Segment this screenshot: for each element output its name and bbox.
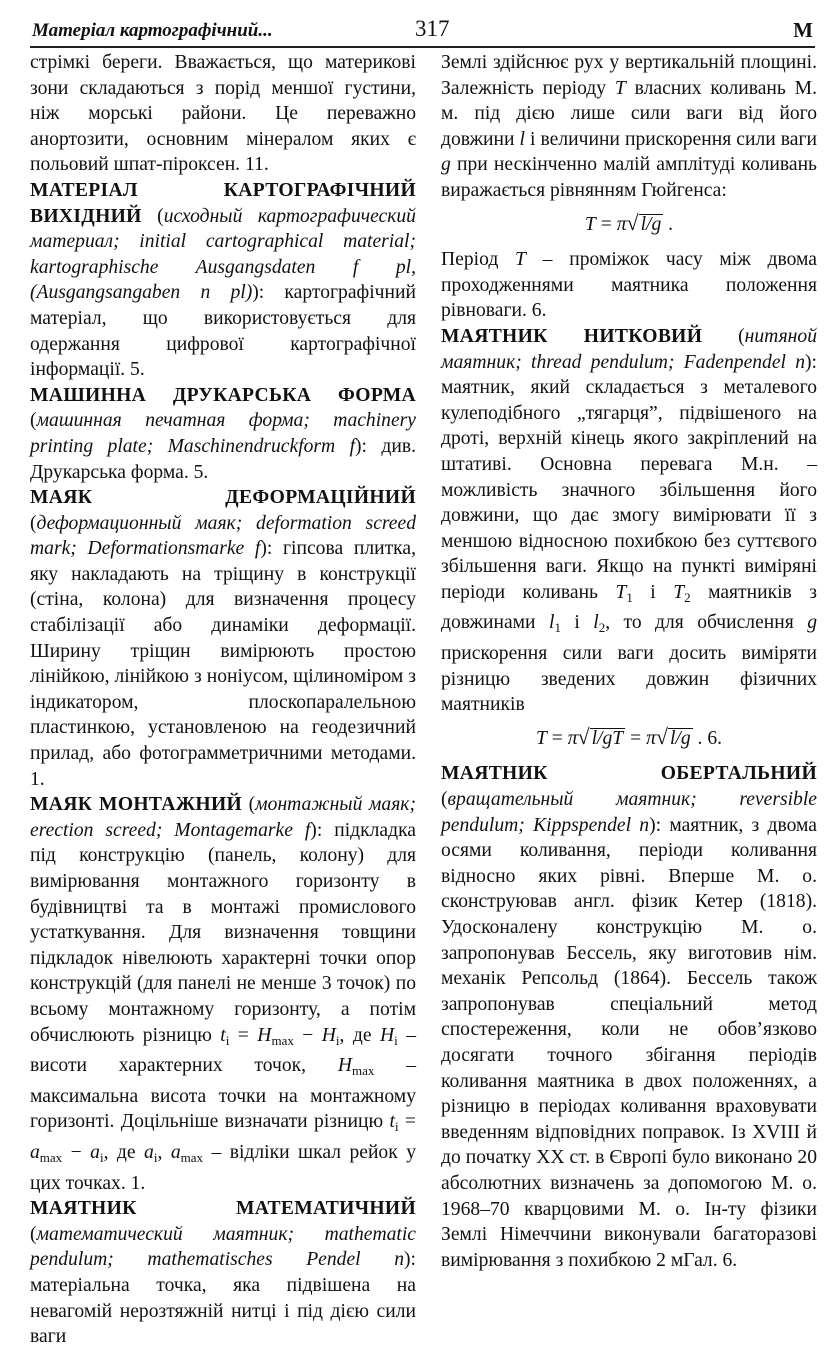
subscript: 2 xyxy=(598,620,606,636)
headword: МАЯК МОНТАЖНИЙ xyxy=(30,794,243,816)
dictionary-entry xyxy=(441,247,817,324)
text: і xyxy=(560,612,594,634)
text: Землі здійснює рух у вертикальній площині. Залежність періоду xyxy=(441,52,817,99)
italic-text: a xyxy=(30,1141,40,1163)
text: ( xyxy=(30,410,37,432)
italic-text: монтажный маяк; erection screed; Montagemarke f xyxy=(30,794,416,841)
text: , то для обчислення xyxy=(605,612,808,634)
formula xyxy=(441,210,817,238)
square-root xyxy=(655,723,693,749)
italic-text: a xyxy=(90,1141,100,1163)
italic-text: a xyxy=(144,1141,154,1163)
text: ): картографічний матеріал, що використовується для одержання цифрової картографічної інформації. 5. xyxy=(30,282,416,381)
square-root xyxy=(577,723,626,749)
italic-text: T xyxy=(614,77,626,99)
text: = xyxy=(595,213,617,235)
text: – висоти характерних точок, xyxy=(30,1024,416,1077)
formula xyxy=(441,724,817,752)
italic-text: T xyxy=(515,249,526,271)
italic-text: вращательный маятник; reversible pendulum; Kippspendel n xyxy=(441,789,817,836)
radicand: l/g xyxy=(669,727,691,749)
text: Період xyxy=(441,249,516,271)
text: = xyxy=(229,1024,258,1046)
text: ( xyxy=(441,789,448,811)
text: = xyxy=(625,727,647,749)
text: – проміжок часу між двома проходженнями маятника положення рівноваги. 6. xyxy=(441,249,817,322)
italic-text: π xyxy=(567,727,578,749)
right-column xyxy=(441,50,817,1273)
italic-text: T xyxy=(535,727,547,749)
subscript: i xyxy=(394,1032,398,1048)
dictionary-entry xyxy=(30,1196,416,1350)
subscript: 1 xyxy=(626,589,633,605)
running-title: Матеріал картографічний... xyxy=(32,20,273,41)
headword: МАЯК ДЕФОРМАЦІЙНИЙ xyxy=(30,487,416,509)
subscript: i xyxy=(153,1149,158,1165)
text: ( xyxy=(30,1223,37,1245)
text: ): гіпсова плитка, яку накладають на тріщину в конструкції (стіна, колона) для визначення процесу стабілізації або динаміки деформації. Ширину тріщин вимірюють простою лінійкою, лінійкою з ноніусом, щілиноміром з індикатором, плоскопаралельною пластинкою, установленою на геодезичний прилад, або фотограмметричними методами. 1. xyxy=(30,538,416,790)
italic-text: исходный картографический материал; initial cartographical material; kartographische Ausgangsdaten f pl, (Ausgangsangaben n pl) xyxy=(30,205,416,304)
italic-text: H xyxy=(321,1024,336,1046)
italic-text: a xyxy=(170,1141,181,1163)
text: прискорення сили ваги досить виміряти різницю зведених довжин фізичних маятників xyxy=(441,643,817,716)
italic-text: g xyxy=(807,612,817,634)
italic-text: T xyxy=(615,581,627,603)
italic-text: t xyxy=(220,1024,226,1046)
italic-text: нитяной маятник; thread pendulum; Fadenpendel n xyxy=(441,325,817,373)
subscript: 1 xyxy=(554,620,561,636)
text: стрімкі береги. Вважається, що материкові зони складаються з порід меншої густини, ніж морські райони. Це переважно анортозити, основним мінералом яких є польовий шпат-піроксен. 11. xyxy=(30,52,416,176)
text: = xyxy=(398,1111,416,1133)
text: при нескінченно малій амплітуді коливань виражається рівнянням Гюйгенса: xyxy=(441,154,817,201)
text: і xyxy=(632,581,674,603)
text: ): маятник, який складається з металевого кулеподібного „тягарця”, підвішеного на дроті, верхній кінець якого закріплений на штативі. Основна перевага М.н. – можливість значного збільшення його довжини, що дає змогу вимірювати її з меншою відносною похибкою без суттєвого збільшення ваги. Якщо на пункті виміряні періоди коливань xyxy=(441,351,817,603)
text: ( xyxy=(141,205,164,227)
text: . xyxy=(663,213,674,235)
subscript: i xyxy=(335,1032,340,1048)
text: ): див. Друкарська форма. 5. xyxy=(30,435,416,483)
text: − xyxy=(62,1141,91,1163)
radical-sign-icon: √ xyxy=(655,723,668,749)
italic-text: g xyxy=(441,154,451,176)
headword: МАЯТНИК НИТКОВИЙ xyxy=(441,325,703,347)
italic-text: π xyxy=(616,213,627,235)
radical-sign-icon: √ xyxy=(626,209,639,235)
section-letter: М xyxy=(793,18,813,42)
page-header xyxy=(30,16,815,48)
text: , xyxy=(157,1141,171,1163)
text: ( xyxy=(702,325,745,347)
italic-text: машинная печатная форма; machinery printing plate; Maschinendruckform f xyxy=(30,410,416,457)
italic-text: T xyxy=(584,213,596,235)
subscript: i xyxy=(394,1119,399,1135)
headword: МАТЕРІАЛ КАРТОГРАФІЧНИЙ ВИХІДНИЙ xyxy=(30,179,416,227)
italic-text: H xyxy=(379,1024,395,1046)
text: ): маятник, з двома осями коливання, періоди коливання відносно яких рівні. Вперше М. о. сконструював англ. фізик Кетер (1818). Удосконалену конструкцію М. о. запропонував Бессель, яку виготовив нім. механік Репсольд (1864). Бессель також запропонував спеціальний метод спостереження, коли не обов’язково досягати точного збігання періодів коливання маятника в двох положеннях, а різницю в періодах коливання враховувати введенням відповідних поправок. Із XVIII й до початку XX ст. в Європі було виконано 20 абсолютних визначень за допомогою М. о. 1968–70 кварцовими М. о. Ін-ту фізики Землі Німеччини виконували багаторазові вимірювання з похибкою 2 мГал. 6. xyxy=(441,814,817,1271)
subscript: i xyxy=(99,1149,104,1165)
subscript: i xyxy=(225,1032,230,1048)
text: ): матеріальна точка, яка підвішена на невагомій нерозтяжній нитці і під дією сили ваги xyxy=(30,1249,416,1348)
subscript: max xyxy=(180,1149,203,1165)
dictionary-entry xyxy=(30,485,416,792)
radicand: l/g xyxy=(640,213,662,235)
italic-text: l xyxy=(593,612,599,634)
italic-text: l xyxy=(548,612,555,634)
text: . 6. xyxy=(692,727,723,749)
left-column xyxy=(30,50,416,1350)
dictionary-entry xyxy=(30,50,416,178)
headword: МАЯТНИК ОБЕРТАЛЬНИЙ xyxy=(441,763,817,785)
text: , де xyxy=(339,1024,380,1046)
text: маятників з довжинами xyxy=(441,581,817,634)
text: ): підкладка під конструкцію (панель, колону) для вимірювання монтажного горизонту в будівництві та в монтажі промислового устаткування. Для визначення товщини підкладок нівелюють характерні точки опор конструкцій (для панелі не менше 3 точок) по всьому монтажному горизонту, а потім обчислюють різницю xyxy=(30,819,416,1046)
text: – максимальна висота точки на монтажному горизонті. Доцільніше визначати різницю xyxy=(30,1055,416,1133)
dictionary-entry xyxy=(30,792,416,1196)
dictionary-entry xyxy=(30,178,416,383)
subscript: max xyxy=(352,1063,375,1079)
text: і величини прискорення сили ваги xyxy=(524,128,817,150)
italic-text: T xyxy=(673,581,685,603)
headword: МАШИННА ДРУКАРСЬКА ФОРМА xyxy=(30,384,416,406)
text: − xyxy=(293,1024,322,1046)
italic-text: H xyxy=(257,1024,272,1046)
dictionary-entry xyxy=(441,50,817,204)
text: ( xyxy=(242,794,256,816)
dictionary-entry xyxy=(441,761,817,1273)
dictionary-entry xyxy=(30,383,416,485)
italic-text: π xyxy=(646,727,656,749)
headword: МАЯТНИК МАТЕМАТИЧНИЙ xyxy=(30,1198,416,1220)
text: = xyxy=(546,727,568,749)
radicand: l/gT xyxy=(591,727,624,749)
text: власних коливань М. м. під дією лише сили ваги від його довжини xyxy=(441,77,817,150)
italic-text: l xyxy=(519,128,525,150)
radical-sign-icon: √ xyxy=(577,723,590,749)
subscript: max xyxy=(271,1032,294,1048)
italic-text: математический маятник; mathematic pendulum; mathematisches Pendel n xyxy=(30,1223,416,1271)
text: , де xyxy=(103,1141,145,1163)
subscript: max xyxy=(39,1149,63,1165)
italic-text: H xyxy=(337,1055,353,1077)
dictionary-entry xyxy=(441,324,817,718)
italic-text: t xyxy=(389,1111,395,1133)
text: ( xyxy=(30,512,37,534)
text: – відліки шкал рейок у цих точках. 1. xyxy=(30,1141,416,1194)
italic-text: деформационный маяк; deformation screed mark; Deformationsmarke f xyxy=(30,512,416,560)
subscript: 2 xyxy=(684,589,691,605)
page-number: 317 xyxy=(415,16,450,41)
square-root xyxy=(626,209,664,235)
